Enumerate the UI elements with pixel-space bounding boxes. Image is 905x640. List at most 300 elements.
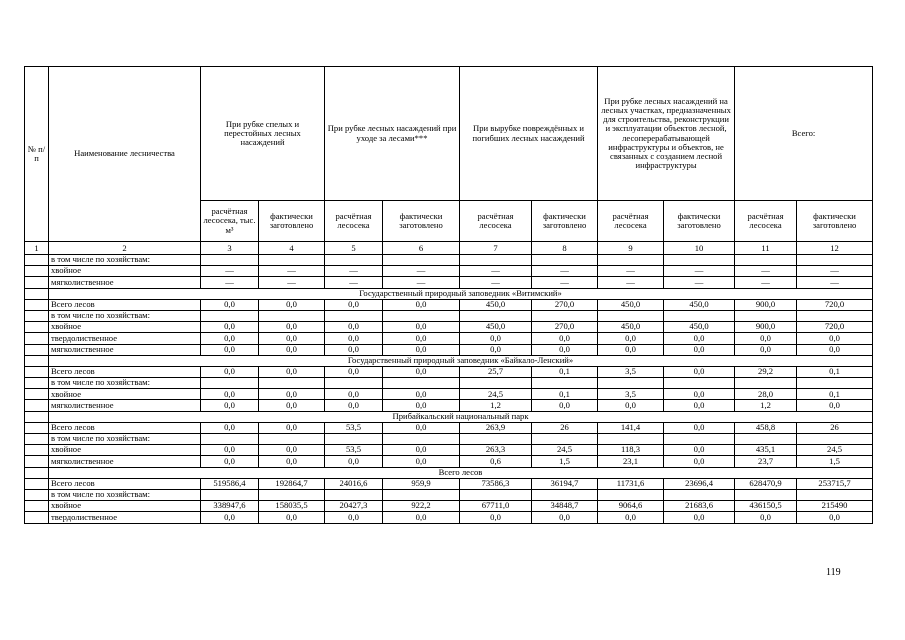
col-header-num: № п/п xyxy=(25,67,49,242)
value-cell: 450,0 xyxy=(460,299,532,310)
row-label: Всего лесов xyxy=(49,299,201,310)
col-header-group2: При рубке лесных насаждений при уходе за лесами*** xyxy=(325,67,460,201)
value-cell xyxy=(259,378,325,389)
value-cell: — xyxy=(598,277,664,288)
value-cell xyxy=(532,310,598,321)
value-cell xyxy=(735,255,797,266)
value-cell: 23,1 xyxy=(598,456,664,467)
value-cell: 0,0 xyxy=(325,400,383,411)
column-number: 3 xyxy=(201,242,259,255)
value-cell: 1,2 xyxy=(735,400,797,411)
value-cell xyxy=(325,255,383,266)
value-cell xyxy=(383,255,460,266)
value-cell: 720,0 xyxy=(797,299,873,310)
value-cell: 9064,6 xyxy=(598,501,664,512)
value-cell xyxy=(201,378,259,389)
row-label: Всего лесов xyxy=(49,422,201,433)
value-cell: 519586,4 xyxy=(201,478,259,489)
subheader-fact: фактически заготовлено xyxy=(797,201,873,242)
value-cell: 0,0 xyxy=(383,445,460,456)
row-num-cell xyxy=(25,400,49,411)
value-cell: 0,0 xyxy=(325,299,383,310)
row-num-cell xyxy=(25,344,49,355)
value-cell: 0,0 xyxy=(735,512,797,523)
value-cell: 0,0 xyxy=(383,456,460,467)
value-cell: 53,5 xyxy=(325,422,383,433)
col-header-group1: При рубке спелых и перестойных лесных насаждений xyxy=(201,67,325,201)
value-cell: 0,0 xyxy=(735,333,797,344)
value-cell: 0,1 xyxy=(797,389,873,400)
row-num-cell xyxy=(25,299,49,310)
value-cell: 0,0 xyxy=(259,512,325,523)
value-cell: 0,0 xyxy=(201,422,259,433)
value-cell: 0,0 xyxy=(325,366,383,377)
value-cell: 0,0 xyxy=(383,299,460,310)
value-cell: 0,0 xyxy=(383,344,460,355)
table-row xyxy=(25,478,873,489)
row-num-cell xyxy=(25,456,49,467)
value-cell xyxy=(259,434,325,445)
value-cell: 0,0 xyxy=(259,344,325,355)
value-cell: 0,0 xyxy=(797,400,873,411)
value-cell: 36194,7 xyxy=(532,478,598,489)
value-cell: 0,0 xyxy=(201,400,259,411)
value-cell: 118,3 xyxy=(598,445,664,456)
table-row xyxy=(25,255,873,266)
value-cell xyxy=(797,489,873,500)
value-cell: 0,0 xyxy=(797,344,873,355)
value-cell xyxy=(460,434,532,445)
value-cell xyxy=(735,434,797,445)
column-number: 11 xyxy=(735,242,797,255)
value-cell: 0,0 xyxy=(383,366,460,377)
value-cell: 0,0 xyxy=(259,366,325,377)
value-cell xyxy=(598,310,664,321)
value-cell xyxy=(598,434,664,445)
value-cell: 450,0 xyxy=(598,322,664,333)
value-cell: 0,0 xyxy=(532,512,598,523)
table-row xyxy=(25,277,873,288)
value-cell: 0,0 xyxy=(664,512,735,523)
value-cell: 0,0 xyxy=(259,299,325,310)
table-row xyxy=(25,389,873,400)
table-row xyxy=(25,366,873,377)
value-cell: 0,0 xyxy=(259,445,325,456)
value-cell: 0,0 xyxy=(259,333,325,344)
row-num-cell xyxy=(25,366,49,377)
value-cell: 0,0 xyxy=(460,333,532,344)
section-header-row xyxy=(25,411,873,422)
subheader-fact: фактически заготовлено xyxy=(532,201,598,242)
row-label: твердолиственное xyxy=(49,512,201,523)
subheader-calc: расчётная лесосека xyxy=(460,201,532,242)
table-row xyxy=(25,501,873,512)
value-cell: 53,5 xyxy=(325,445,383,456)
value-cell: — xyxy=(598,266,664,277)
value-cell: 0,0 xyxy=(383,422,460,433)
value-cell: 0,0 xyxy=(598,344,664,355)
value-cell: 1,5 xyxy=(797,456,873,467)
row-num-cell xyxy=(25,467,49,478)
value-cell xyxy=(664,378,735,389)
table-row xyxy=(25,422,873,433)
value-cell: — xyxy=(735,277,797,288)
table-row xyxy=(25,299,873,310)
value-cell: 0,0 xyxy=(259,322,325,333)
column-number-row xyxy=(25,242,873,255)
value-cell: 0,1 xyxy=(797,366,873,377)
value-cell: 0,0 xyxy=(532,400,598,411)
value-cell: 11731,6 xyxy=(598,478,664,489)
value-cell: 450,0 xyxy=(664,322,735,333)
row-label: хвойное xyxy=(49,266,201,277)
value-cell xyxy=(201,489,259,500)
column-number: 12 xyxy=(797,242,873,255)
value-cell: 0,0 xyxy=(460,344,532,355)
value-cell: 0,0 xyxy=(201,445,259,456)
value-cell: 0,0 xyxy=(664,389,735,400)
value-cell: 0,0 xyxy=(598,333,664,344)
value-cell: 0,0 xyxy=(201,333,259,344)
value-cell: 253715,7 xyxy=(797,478,873,489)
column-number: 4 xyxy=(259,242,325,255)
value-cell xyxy=(325,434,383,445)
value-cell xyxy=(259,255,325,266)
col-header-group4: При рубке лесных насаждений на лесных участках, предназначенных для строительства, реконструкции и эксплуатации объектов лесной, лесоперерабатывающей инфраструктуры и объектов, не связанных с созданием лесной инфраструктуры xyxy=(598,67,735,201)
section-header-row xyxy=(25,355,873,366)
value-cell: — xyxy=(259,266,325,277)
value-cell: 0,0 xyxy=(201,366,259,377)
row-label: мягколиственное xyxy=(49,400,201,411)
table-row xyxy=(25,400,873,411)
subheader-fact: фактически заготовлено xyxy=(383,201,460,242)
value-cell: 338947,6 xyxy=(201,501,259,512)
value-cell: 28,0 xyxy=(735,389,797,400)
column-number: 9 xyxy=(598,242,664,255)
value-cell xyxy=(532,489,598,500)
row-num-cell xyxy=(25,489,49,500)
row-num-cell xyxy=(25,378,49,389)
value-cell: 0,0 xyxy=(532,344,598,355)
value-cell: — xyxy=(532,266,598,277)
table-row xyxy=(25,456,873,467)
row-label: мягколиственное xyxy=(49,456,201,467)
page-number: 119 xyxy=(826,567,841,578)
value-cell: 0,0 xyxy=(664,333,735,344)
value-cell: — xyxy=(383,266,460,277)
value-cell: — xyxy=(735,266,797,277)
row-num-cell xyxy=(25,288,49,299)
value-cell xyxy=(383,378,460,389)
row-label: мягколиственное xyxy=(49,344,201,355)
section-title: Всего лесов xyxy=(49,467,873,478)
value-cell: 0,0 xyxy=(325,389,383,400)
row-label: твердолиственное xyxy=(49,333,201,344)
value-cell: 0,6 xyxy=(460,456,532,467)
value-cell: 720,0 xyxy=(797,322,873,333)
table-row xyxy=(25,378,873,389)
value-cell xyxy=(735,489,797,500)
value-cell: 0,0 xyxy=(383,400,460,411)
value-cell xyxy=(797,255,873,266)
section-title: Прибайкальский национальный парк xyxy=(49,411,873,422)
col-header-group5: Всего: xyxy=(735,67,873,201)
value-cell: — xyxy=(259,277,325,288)
value-cell: 3,5 xyxy=(598,366,664,377)
value-cell: 0,0 xyxy=(664,422,735,433)
forest-harvest-table xyxy=(24,66,873,524)
value-cell: 26 xyxy=(532,422,598,433)
value-cell: 0,0 xyxy=(598,400,664,411)
value-cell: — xyxy=(201,277,259,288)
row-num-cell xyxy=(25,411,49,422)
value-cell: 270,0 xyxy=(532,322,598,333)
value-cell xyxy=(735,310,797,321)
row-num-cell xyxy=(25,478,49,489)
value-cell xyxy=(460,378,532,389)
value-cell: 922,2 xyxy=(383,501,460,512)
row-num-cell xyxy=(25,512,49,523)
value-cell: — xyxy=(325,277,383,288)
value-cell xyxy=(664,434,735,445)
row-label: в том числе по хозяйствам: xyxy=(49,434,201,445)
subheader-calc: расчётная лесосека xyxy=(325,201,383,242)
table-row xyxy=(25,322,873,333)
value-cell: 0,0 xyxy=(201,512,259,523)
row-num-cell xyxy=(25,255,49,266)
section-header-row xyxy=(25,288,873,299)
column-number: 1 xyxy=(25,242,49,255)
value-cell: 0,0 xyxy=(201,322,259,333)
value-cell: — xyxy=(797,266,873,277)
table-row xyxy=(25,512,873,523)
value-cell: 0,0 xyxy=(259,456,325,467)
value-cell: 0,0 xyxy=(664,366,735,377)
value-cell: 0,0 xyxy=(598,512,664,523)
value-cell: — xyxy=(797,277,873,288)
value-cell: 0,0 xyxy=(460,512,532,523)
value-cell xyxy=(325,489,383,500)
value-cell: 0,0 xyxy=(325,322,383,333)
value-cell: 215490 xyxy=(797,501,873,512)
table-row xyxy=(25,310,873,321)
value-cell xyxy=(598,489,664,500)
subheader-calc: расчётная лесосека xyxy=(598,201,664,242)
row-num-cell xyxy=(25,422,49,433)
col-header-name: Наименование лесничества xyxy=(49,67,201,242)
value-cell: 0,0 xyxy=(664,456,735,467)
value-cell xyxy=(325,310,383,321)
value-cell xyxy=(797,378,873,389)
subheader-calc: расчётная лесосека, тыс. м³ xyxy=(201,201,259,242)
column-number: 6 xyxy=(383,242,460,255)
value-cell: — xyxy=(532,277,598,288)
value-cell: 0,0 xyxy=(259,389,325,400)
table-row xyxy=(25,445,873,456)
row-num-cell xyxy=(25,445,49,456)
value-cell: 0,0 xyxy=(797,512,873,523)
row-label: Всего лесов xyxy=(49,366,201,377)
value-cell: — xyxy=(664,277,735,288)
row-num-cell xyxy=(25,389,49,400)
value-cell xyxy=(325,378,383,389)
value-cell: 450,0 xyxy=(664,299,735,310)
value-cell: 0,0 xyxy=(259,422,325,433)
row-num-cell xyxy=(25,266,49,277)
value-cell: 192864,7 xyxy=(259,478,325,489)
value-cell xyxy=(664,255,735,266)
value-cell xyxy=(532,378,598,389)
value-cell xyxy=(201,434,259,445)
value-cell: 0,0 xyxy=(325,333,383,344)
value-cell: — xyxy=(201,266,259,277)
value-cell xyxy=(460,489,532,500)
value-cell: 0,0 xyxy=(201,456,259,467)
value-cell: 0,0 xyxy=(325,456,383,467)
value-cell: 0,0 xyxy=(201,389,259,400)
value-cell: 0,0 xyxy=(201,299,259,310)
column-number: 5 xyxy=(325,242,383,255)
value-cell: — xyxy=(460,277,532,288)
value-cell xyxy=(383,489,460,500)
table-row xyxy=(25,333,873,344)
row-label: Всего лесов xyxy=(49,478,201,489)
value-cell: 24016,6 xyxy=(325,478,383,489)
column-number: 7 xyxy=(460,242,532,255)
value-cell: 0,0 xyxy=(325,344,383,355)
value-cell xyxy=(664,310,735,321)
value-cell: 900,0 xyxy=(735,299,797,310)
row-label: хвойное xyxy=(49,389,201,400)
row-num-cell xyxy=(25,333,49,344)
value-cell: 20427,3 xyxy=(325,501,383,512)
row-num-cell xyxy=(25,434,49,445)
subheader-fact: фактически заготовлено xyxy=(259,201,325,242)
value-cell: 450,0 xyxy=(598,299,664,310)
table-row xyxy=(25,434,873,445)
value-cell: 0,0 xyxy=(664,445,735,456)
value-cell xyxy=(797,434,873,445)
value-cell xyxy=(797,310,873,321)
value-cell: 263,9 xyxy=(460,422,532,433)
table-row xyxy=(25,489,873,500)
value-cell: 0,0 xyxy=(383,333,460,344)
table-header xyxy=(25,67,873,255)
value-cell: 263,3 xyxy=(460,445,532,456)
table-row xyxy=(25,344,873,355)
value-cell: 450,0 xyxy=(460,322,532,333)
section-header-row xyxy=(25,467,873,478)
value-cell: 0,0 xyxy=(383,512,460,523)
value-cell xyxy=(664,489,735,500)
value-cell xyxy=(201,255,259,266)
value-cell xyxy=(532,255,598,266)
value-cell: 628470,9 xyxy=(735,478,797,489)
value-cell: 959,9 xyxy=(383,478,460,489)
table-row xyxy=(25,266,873,277)
subheader-fact: фактически заготовлено xyxy=(664,201,735,242)
value-cell: — xyxy=(383,277,460,288)
row-label: хвойное xyxy=(49,322,201,333)
value-cell xyxy=(201,310,259,321)
value-cell: 0,0 xyxy=(383,389,460,400)
value-cell xyxy=(383,310,460,321)
section-title: Государственный природный заповедник «Байкало-Ленский» xyxy=(49,355,873,366)
row-num-cell xyxy=(25,310,49,321)
value-cell: 436150,5 xyxy=(735,501,797,512)
value-cell: 0,0 xyxy=(664,344,735,355)
value-cell xyxy=(259,489,325,500)
value-cell: 25,7 xyxy=(460,366,532,377)
value-cell: 3,5 xyxy=(598,389,664,400)
value-cell: 0,0 xyxy=(201,344,259,355)
value-cell: 158035,5 xyxy=(259,501,325,512)
value-cell: 270,0 xyxy=(532,299,598,310)
value-cell: 29,2 xyxy=(735,366,797,377)
row-label: хвойное xyxy=(49,445,201,456)
row-num-cell xyxy=(25,322,49,333)
column-number: 8 xyxy=(532,242,598,255)
value-cell: — xyxy=(664,266,735,277)
value-cell: 21683,6 xyxy=(664,501,735,512)
subheader-calc: расчётная лесосека xyxy=(735,201,797,242)
value-cell: 23696,4 xyxy=(664,478,735,489)
value-cell: 0,1 xyxy=(532,366,598,377)
value-cell: 0,1 xyxy=(532,389,598,400)
row-label: в том числе по хозяйствам: xyxy=(49,310,201,321)
value-cell xyxy=(460,310,532,321)
value-cell: 0,0 xyxy=(664,400,735,411)
col-header-group3: При вырубке повреждённых и погибших лесных насаждений xyxy=(460,67,598,201)
value-cell xyxy=(735,378,797,389)
value-cell: 0,0 xyxy=(735,344,797,355)
row-label: мягколиственное xyxy=(49,277,201,288)
section-title: Государственный природный заповедник «Витимский» xyxy=(49,288,873,299)
value-cell: 24,5 xyxy=(797,445,873,456)
row-label: в том числе по хозяйствам: xyxy=(49,378,201,389)
value-cell: 141,4 xyxy=(598,422,664,433)
table-body xyxy=(25,255,873,524)
row-num-cell xyxy=(25,501,49,512)
value-cell xyxy=(598,378,664,389)
column-number: 2 xyxy=(49,242,201,255)
row-label: хвойное xyxy=(49,501,201,512)
value-cell: 34848,7 xyxy=(532,501,598,512)
value-cell: 24,5 xyxy=(460,389,532,400)
value-cell: 23,7 xyxy=(735,456,797,467)
value-cell: 0,0 xyxy=(532,333,598,344)
value-cell xyxy=(383,434,460,445)
value-cell: 458,8 xyxy=(735,422,797,433)
row-label: в том числе по хозяйствам: xyxy=(49,489,201,500)
value-cell: 900,0 xyxy=(735,322,797,333)
value-cell: 1,2 xyxy=(460,400,532,411)
column-number: 10 xyxy=(664,242,735,255)
value-cell xyxy=(460,255,532,266)
value-cell: 1,5 xyxy=(532,456,598,467)
value-cell xyxy=(259,310,325,321)
value-cell: 0,0 xyxy=(325,512,383,523)
row-num-cell xyxy=(25,277,49,288)
value-cell: 0,0 xyxy=(383,322,460,333)
value-cell xyxy=(598,255,664,266)
value-cell: 435,1 xyxy=(735,445,797,456)
value-cell: — xyxy=(460,266,532,277)
value-cell xyxy=(532,434,598,445)
value-cell: 67711,0 xyxy=(460,501,532,512)
row-label: в том числе по хозяйствам: xyxy=(49,255,201,266)
value-cell: 0,0 xyxy=(797,333,873,344)
